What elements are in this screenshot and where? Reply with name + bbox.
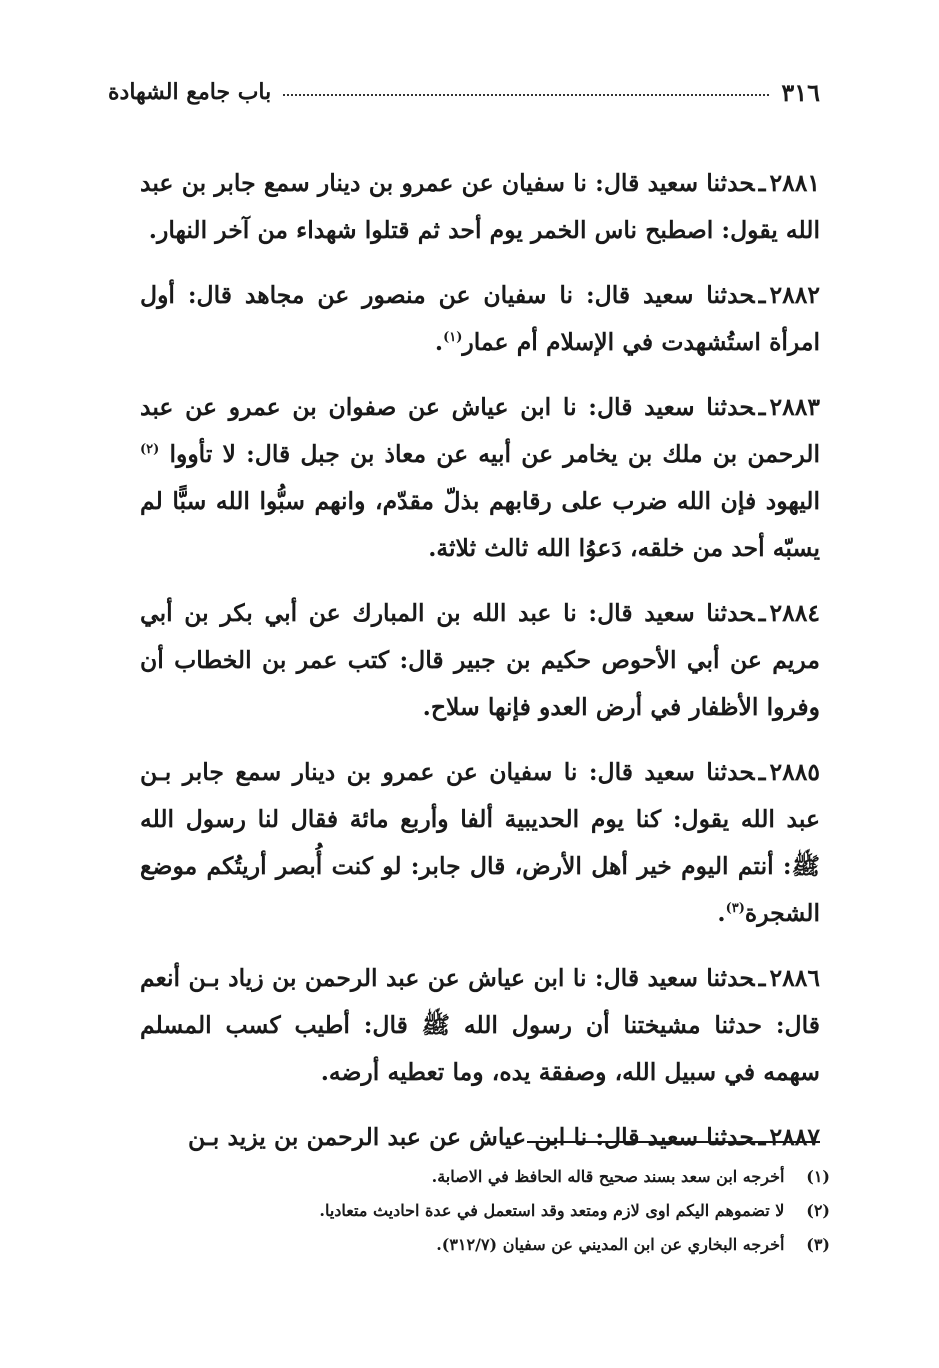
dash-separator: ـ (758, 964, 766, 992)
hadith-text: حدثنا سعيد قال: نا سفيان عن عمرو بن دينار سمع جابر بـن عبد الله يقول: كنا يوم الحديبية ألفا وأربع مائة فقال لنا رسول الله ﷺ: أنتم اليوم خير أهل الأرض، قال جابر: لو كنت أُبصر أريتُكم موضع الشجرة (140, 758, 820, 927)
hadith-2885 (140, 749, 820, 937)
hadith-number: ٢٨٨٦ (769, 964, 820, 992)
hadith-number: ٢٨٨١ (769, 169, 820, 197)
dash-separator: ـ (758, 1123, 766, 1151)
dash-separator: ـ (758, 758, 766, 786)
hadith-2881 (140, 160, 820, 254)
hadith-2887 (140, 1114, 820, 1161)
footnote-ref-2[interactable]: (٢) (140, 442, 160, 458)
footnote-ref-1[interactable]: (١) (443, 330, 463, 346)
hadith-text: حدثنا سعيد قال: نا ابن عياش عن صفوان بن عمرو عن عبد الرحمن بن ملك بن يخامر عن أبيه عن معاذ بن جبل قال: لا تأووا (140, 393, 820, 468)
hadith-text: حدثنا سعيد قال: نا سفيان عن منصور عن مجاهد قال: أول امرأة استُشهدت في الإسلام أم عمار (140, 281, 820, 356)
chapter-title: باب جامع الشهادة (108, 79, 272, 105)
footnote-text: أخرجه البخاري عن ابن المديني عن سفيان (٣١٢/٧). (436, 1235, 785, 1254)
footnote-number: (١) (806, 1167, 830, 1186)
page-number: ٣١٦ (781, 77, 820, 107)
hadith-2883 (140, 384, 820, 572)
hadith-text-end: . (717, 899, 726, 927)
footnote-number: (٣) (806, 1235, 830, 1254)
dotted-leader (283, 94, 769, 96)
hadith-text-end: . (434, 328, 444, 356)
dash-separator: ـ (758, 599, 766, 627)
hadith-number: ٢٨٨٢ (769, 281, 820, 309)
hadith-text-end: اليهود فإن الله ضرب على رقابهم بذلّ مقدّم، وانهم سبُّوا الله سبًّا لم يسبّه أحد من خلقه، دَعوُا الله ثالث ثلاثة. (140, 487, 820, 562)
dash-separator: ـ (758, 169, 766, 197)
footnotes (140, 1160, 830, 1262)
hadith-number: ٢٨٨٣ (769, 393, 820, 421)
dash-separator: ـ (758, 281, 766, 309)
footnote-ref-3[interactable]: (٣) (725, 901, 745, 917)
hadith-2886 (140, 955, 820, 1096)
hadith-text: حدثنا سعيد قال: نا ابن عياش عن عبد الرحمن بن زياد بـن أنعم قال: حدثنا مشيختنا أن رسول الله ﷺ قال: أطيب كسب المسلم سهمه في سبيل الله، وصفقة يده، وما تعطيه أرضه. (140, 964, 820, 1086)
hadith-number: ٢٨٨٤ (769, 599, 820, 627)
hadith-number: ٢٨٨٧ (769, 1123, 820, 1151)
footnote-3 (140, 1228, 830, 1262)
footnote-separator (527, 1141, 820, 1143)
hadith-text: حدثنا سعيد قال: نا ابن عياش عن عبد الرحمن بن يزيد بـن (187, 1123, 755, 1151)
dash-separator: ـ (758, 393, 766, 421)
hadith-2882 (140, 272, 820, 366)
hadith-number: ٢٨٨٥ (769, 758, 820, 786)
footnote-text: أخرجه ابن سعد بسند صحيح قاله الحافظ في الاصابة. (431, 1167, 785, 1186)
main-text (140, 160, 820, 1179)
hadith-text: حدثنا سعيد قال: نا سفيان عن عمرو بن دينار سمع جابر بن عبد الله يقول: اصطبح ناس الخمر يوم أحد ثم قتلوا شهداء من آخر النهار. (140, 169, 820, 244)
footnote-2 (140, 1194, 830, 1228)
footnote-number: (٢) (806, 1201, 830, 1220)
hadith-text: حدثنا سعيد قال: نا عبد الله بن المبارك عن أبي بكر بن أبي مريم عن أبي الأحوص حكيم بن جبير قال: كتب عمر بن الخطاب أن وفروا الأظفار في أرض العدو فإنها سلاح. (140, 599, 820, 721)
footnote-1 (140, 1160, 830, 1194)
running-header (108, 72, 820, 112)
footnote-text: لا تضموهم اليكم اوى لازم ومتعد وقد استعمل في عدة احاديث متعاديا. (319, 1201, 785, 1220)
hadith-2884 (140, 590, 820, 731)
